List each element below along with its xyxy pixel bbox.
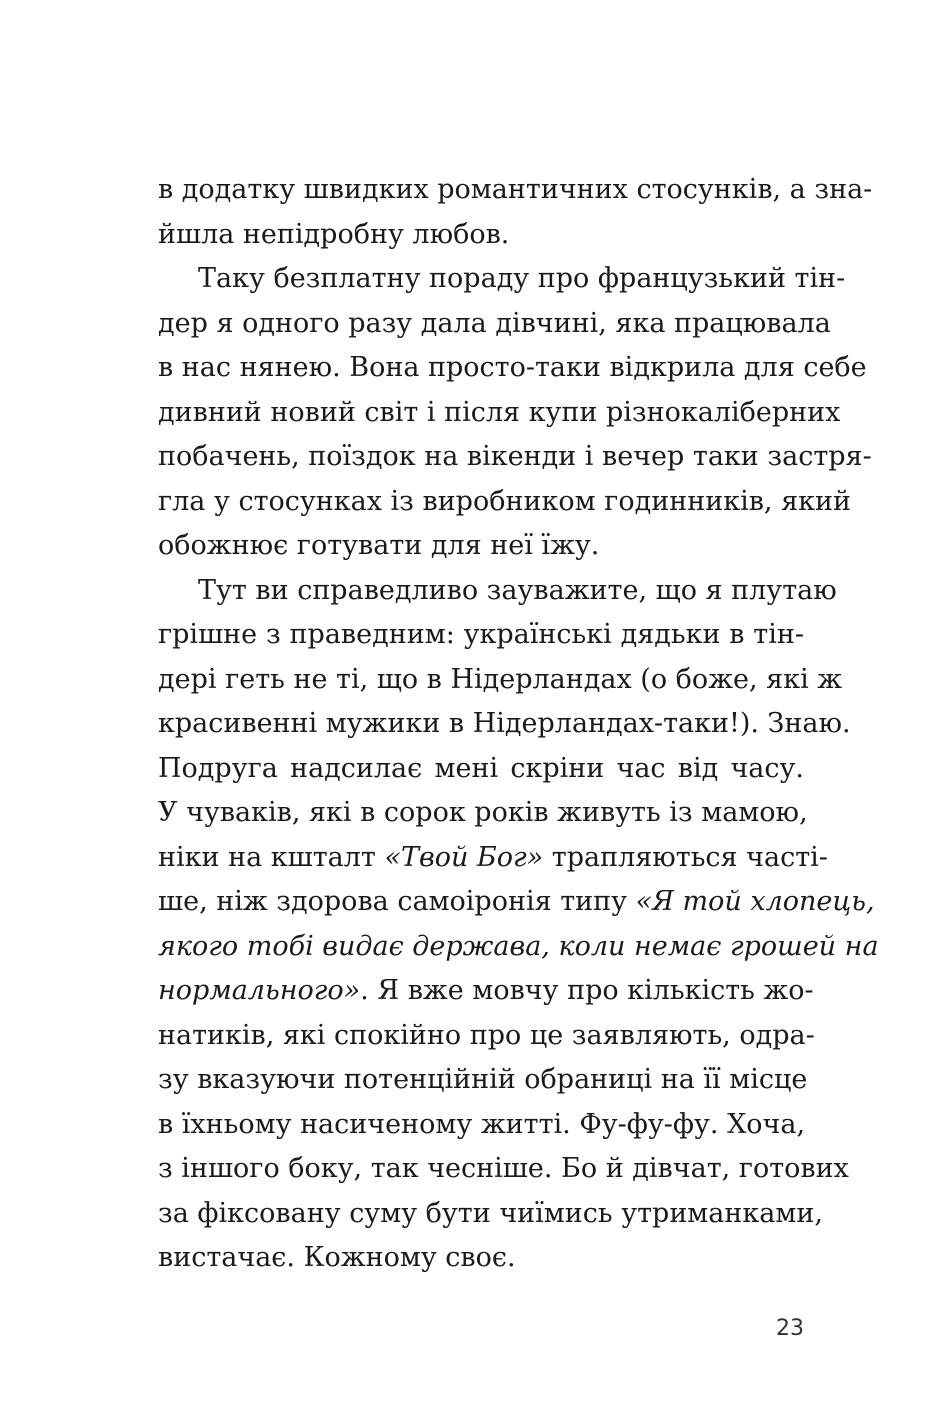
text-line [158,969,814,1013]
text-line [158,880,875,924]
text-line [158,302,831,346]
text-span: дер я одного разу дала дівчині, яка працювала [158,307,831,339]
text-span: Таку безплатну пораду про французький тін- [198,263,846,294]
text-line [158,391,841,435]
text-span: грішне з праведним: українські дядьки в тін- [158,619,804,650]
text-line [158,613,804,657]
text-line [158,1103,804,1147]
text-span: Подруга надсилає мені скріни час від часу. [158,752,804,784]
italic-span: якого тобі видає держава, коли немає грошей на [158,930,879,962]
text-span: У чуваків, які в сорок років живуть із мамою, [158,797,808,828]
text-line [158,480,851,524]
text-span: красивенні мужики в Нідерландах-таки!). Знаю. [158,708,851,739]
text-line [158,702,851,746]
text-span: в нас нянею. Вона просто-таки відкрила для себе [158,352,867,383]
text-span: Тут ви справедливо зауважите, що я плутаю [198,574,837,606]
text-line [158,1147,849,1191]
text-line [158,1014,815,1058]
text-span: трапляються часті- [543,841,828,873]
text-line [158,791,808,835]
italic-span: «Твой Бог» [384,841,544,873]
text-span: в додатку швидких романтичних стосунків, а зна- [158,174,873,205]
text-line [158,747,804,791]
italic-span: «Я той хлопець, [635,886,875,917]
text-line [158,213,804,257]
text-line [158,346,867,390]
text-span: йшла непідробну любов. [158,218,510,250]
text-line [158,1236,804,1280]
text-span: ше, ніж здорова самоіронія типу [158,886,636,917]
text-span: за фіксовану суму бути чиїмись утриманками, [158,1197,823,1229]
text-span: зу вказуючи потенційній обраниці на її місце [158,1064,808,1095]
text-line [158,1058,808,1102]
text-span: в їхньому насиченому житті. Фу-фу-фу. Хоча, [158,1108,806,1140]
text-span: дері геть не ті, що в Нідерландах (о боже, які ж [158,663,843,695]
text-span: натиків, які спокійно про це заявляють, одра- [158,1019,815,1051]
text-line [158,569,837,613]
text-line [158,836,828,880]
text-span: ніки на кшталт [158,841,385,873]
page-number: 23 [776,1316,804,1341]
text-span: обожнює готувати для неї їжу. [158,530,600,561]
text-span: гла у стосунках із виробником годинників, який [158,485,851,517]
text-span: . Я вже мовчу про кількість жо- [360,975,814,1006]
text-line [158,1192,823,1236]
text-line [158,658,843,702]
text-line [158,257,846,301]
text-span: вистачає. Кожному своє. [158,1242,516,1273]
text-line [158,168,873,212]
text-line [158,435,872,479]
text-line [158,925,879,969]
text-span: побачень, поїздок на вікенди і вечер таки застря- [158,441,872,472]
italic-span: нормального» [158,975,361,1006]
text-span: з іншого боку, так чесніше. Бо й дівчат, готових [158,1153,849,1184]
text-span: дивний новий світ і після купи різнокаліберних [158,396,841,428]
text-line [158,524,804,568]
